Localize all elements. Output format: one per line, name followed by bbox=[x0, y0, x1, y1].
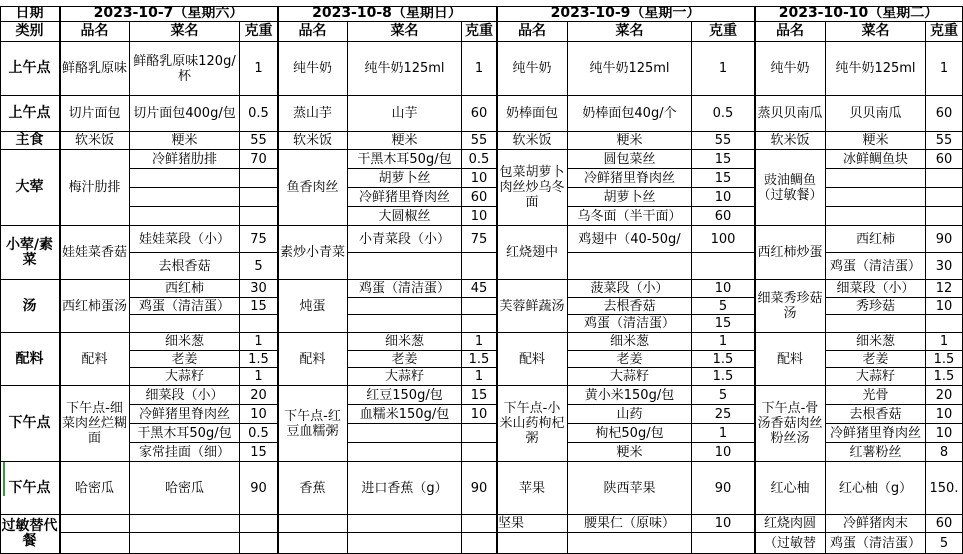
ingredient-cell[interactable]: 哈密瓜 bbox=[130, 462, 240, 515]
ingredient-cell[interactable]: 菠菜段（小） bbox=[568, 280, 692, 298]
ingredient-cell[interactable]: 西红柿 bbox=[130, 280, 240, 298]
ingredient-cell[interactable] bbox=[130, 188, 240, 207]
dish-name[interactable]: 配料 bbox=[278, 333, 348, 386]
ingredient-cell[interactable]: 娃娃菜段（小） bbox=[130, 226, 240, 253]
ingredient-cell[interactable]: 鸡蛋（清洁蛋） bbox=[348, 280, 462, 298]
dish-name[interactable]: 纯牛奶 bbox=[278, 42, 348, 96]
empty-cell[interactable] bbox=[278, 533, 348, 554]
ingredient-cell[interactable]: 纯牛奶125ml bbox=[568, 42, 692, 96]
dish-name[interactable]: 蒸山芋 bbox=[278, 96, 348, 132]
weight-cell[interactable]: 60 bbox=[462, 96, 497, 132]
weight-cell[interactable]: 55 bbox=[240, 132, 278, 150]
weight-cell[interactable]: 25 bbox=[692, 405, 755, 424]
weight-cell[interactable] bbox=[926, 315, 963, 333]
weight-cell[interactable]: 10 bbox=[926, 424, 963, 443]
ingredient-cell[interactable]: 大蒜籽 bbox=[348, 368, 462, 386]
item-header-day-1[interactable]: 品名 bbox=[60, 22, 130, 42]
dish-name[interactable]: 哈密瓜 bbox=[60, 462, 130, 515]
dish-name[interactable]: 西红柿炒蛋 bbox=[755, 226, 826, 280]
ingredient-cell[interactable]: 老姜 bbox=[130, 351, 240, 368]
ingredient-cell[interactable] bbox=[826, 207, 926, 226]
ingredient-cell[interactable]: 细菜段（小） bbox=[826, 280, 926, 298]
ingredient-cell[interactable]: 乌冬面（半干面） bbox=[568, 207, 692, 226]
dish-name[interactable]: 配料 bbox=[497, 333, 568, 386]
ingredient-cell[interactable] bbox=[826, 188, 926, 207]
weight-cell[interactable]: 60 bbox=[462, 188, 497, 207]
empty-cell[interactable] bbox=[240, 515, 278, 533]
weight-cell[interactable]: 1.5 bbox=[926, 368, 963, 386]
ingredient-cell[interactable]: 细菜段（小） bbox=[130, 386, 240, 405]
weight-cell[interactable] bbox=[926, 169, 963, 188]
dish-name[interactable]: 软米饭 bbox=[278, 132, 348, 150]
weight-cell[interactable]: 60 bbox=[926, 150, 963, 169]
date-header-day-1[interactable]: 2023-10-7（星期六） bbox=[60, 6, 278, 22]
ingredient-cell[interactable]: 腰果仁（原味） bbox=[568, 515, 692, 533]
date-header-day-4[interactable]: 2023-10-10（星期二） bbox=[755, 6, 963, 22]
ingredient-cell[interactable]: 大蒜籽 bbox=[130, 368, 240, 386]
category-header[interactable]: 类别 bbox=[0, 22, 60, 42]
ingredient-cell[interactable]: 枸杞50g/包 bbox=[568, 424, 692, 443]
dish-name[interactable]: 苹果 bbox=[497, 462, 568, 515]
ingredient-header-day-1[interactable]: 菜名 bbox=[130, 22, 240, 42]
ingredient-header-day-4[interactable]: 菜名 bbox=[826, 22, 926, 42]
ingredient-cell[interactable]: 冷鲜猪里脊肉丝 bbox=[826, 424, 926, 443]
weight-cell[interactable]: 5 bbox=[692, 298, 755, 315]
dish-name[interactable]: 软米饭 bbox=[497, 132, 568, 150]
ingredient-cell[interactable]: 粳米 bbox=[568, 132, 692, 150]
ingredient-cell[interactable]: 西红柿 bbox=[826, 226, 926, 253]
ingredient-cell[interactable]: 鲜酪乳原味120g/杯 bbox=[130, 42, 240, 96]
ingredient-cell[interactable] bbox=[348, 315, 462, 333]
ingredient-cell[interactable]: 奶棒面包40g/个 bbox=[568, 96, 692, 132]
dish-name[interactable]: 红烧翅中 bbox=[497, 226, 568, 280]
ingredient-cell[interactable]: 光骨 bbox=[826, 386, 926, 405]
dish-name[interactable]: 细菜秀珍菇汤 bbox=[755, 280, 826, 333]
ingredient-cell[interactable]: 去根香菇 bbox=[568, 298, 692, 315]
row-label-6[interactable]: 配料 bbox=[0, 333, 60, 386]
ingredient-cell[interactable]: 细米葱 bbox=[568, 333, 692, 351]
ingredient-cell[interactable]: 进口香蕉（g） bbox=[348, 462, 462, 515]
ingredient-cell[interactable]: 冷鲜猪里脊肉丝 bbox=[348, 188, 462, 207]
empty-cell[interactable] bbox=[60, 533, 130, 554]
ingredient-cell[interactable] bbox=[348, 253, 462, 280]
ingredient-cell[interactable]: 细米葱 bbox=[826, 333, 926, 351]
empty-cell[interactable] bbox=[497, 533, 568, 554]
date-label-cell[interactable]: 日期 bbox=[0, 6, 60, 22]
ingredient-cell[interactable]: 鸡蛋（清洁蛋） bbox=[826, 533, 926, 554]
ingredient-cell[interactable]: 冷鲜猪里脊肉丝 bbox=[568, 169, 692, 188]
ingredient-cell[interactable]: 黄小米150g/包 bbox=[568, 386, 692, 405]
empty-cell[interactable] bbox=[240, 533, 278, 554]
empty-cell[interactable] bbox=[348, 515, 462, 533]
ingredient-cell[interactable]: 鸡蛋（清洁蛋） bbox=[826, 253, 926, 280]
ingredient-cell[interactable]: 纯牛奶125ml bbox=[826, 42, 926, 96]
weight-cell[interactable]: 1 bbox=[926, 42, 963, 96]
weight-cell[interactable]: 10 bbox=[692, 280, 755, 298]
ingredient-cell[interactable]: 老姜 bbox=[826, 351, 926, 368]
item-header-day-3[interactable]: 品名 bbox=[497, 22, 568, 42]
row-selection-marker bbox=[3, 462, 5, 496]
empty-cell[interactable] bbox=[462, 533, 497, 554]
ingredient-cell[interactable]: 大蒜籽 bbox=[568, 368, 692, 386]
dish-name[interactable]: 配料 bbox=[60, 333, 130, 386]
weight-cell[interactable]: 45 bbox=[462, 280, 497, 298]
weight-cell[interactable]: 12 bbox=[926, 280, 963, 298]
weight-cell[interactable]: 1 bbox=[240, 368, 278, 386]
dish-name[interactable]: 蒸贝贝南瓜 bbox=[755, 96, 826, 132]
ingredient-cell[interactable]: 冷鲜猪肉末 bbox=[826, 515, 926, 533]
weight-cell[interactable]: 75 bbox=[240, 226, 278, 253]
weight-cell[interactable]: 70 bbox=[240, 150, 278, 169]
dish-name[interactable]: 下午点-红豆血糯粥 bbox=[278, 386, 348, 462]
ingredient-cell[interactable]: 切片面包400g/包 bbox=[130, 96, 240, 132]
weight-cell[interactable]: 1 bbox=[240, 333, 278, 351]
row-label-2[interactable]: 主食 bbox=[0, 132, 60, 150]
row-label-5[interactable]: 汤 bbox=[0, 280, 60, 333]
weight-cell[interactable]: 55 bbox=[926, 132, 963, 150]
ingredient-header-day-3[interactable]: 菜名 bbox=[568, 22, 692, 42]
ingredient-cell[interactable]: 去根香菇 bbox=[826, 405, 926, 424]
weight-cell[interactable]: 15 bbox=[692, 315, 755, 333]
weight-cell[interactable]: 60 bbox=[926, 515, 963, 533]
date-header-day-3[interactable]: 2023-10-9（星期一） bbox=[497, 6, 755, 22]
weight-cell[interactable]: 30 bbox=[240, 280, 278, 298]
dish-name[interactable]: 鱼香肉丝 bbox=[278, 150, 348, 226]
ingredient-cell[interactable] bbox=[130, 315, 240, 333]
weight-cell[interactable]: 20 bbox=[240, 386, 278, 405]
ingredient-cell[interactable]: 鸡蛋（清洁蛋） bbox=[568, 315, 692, 333]
empty-cell[interactable] bbox=[348, 533, 462, 554]
row-label-0[interactable]: 上午点 bbox=[0, 42, 60, 96]
ingredient-header-day-2[interactable]: 菜名 bbox=[348, 22, 462, 42]
ingredient-cell[interactable]: 秀珍菇 bbox=[826, 298, 926, 315]
dish-name[interactable]: 梅汁肋排 bbox=[60, 150, 130, 226]
weight-header-day-1[interactable]: 克重 bbox=[240, 22, 278, 42]
weight-cell[interactable]: 10 bbox=[692, 188, 755, 207]
ingredient-cell[interactable]: 鸡蛋（清洁蛋） bbox=[130, 298, 240, 315]
weight-cell[interactable] bbox=[462, 443, 497, 462]
row-label-3[interactable]: 大荤 bbox=[0, 150, 60, 226]
dish-name[interactable]: 素炒小青菜 bbox=[278, 226, 348, 280]
weight-cell[interactable]: 5 bbox=[692, 386, 755, 405]
ingredient-cell[interactable]: 家常挂面（细） bbox=[130, 443, 240, 462]
weight-cell[interactable]: 20 bbox=[926, 386, 963, 405]
ingredient-cell[interactable]: 胡萝卜丝 bbox=[348, 169, 462, 188]
dish-name[interactable]: 下午点-骨汤香菇肉丝粉丝汤 bbox=[755, 386, 826, 462]
row-label-8[interactable]: 下午点 bbox=[0, 462, 60, 515]
ingredient-cell[interactable]: 红豆150g/包 bbox=[348, 386, 462, 405]
weight-cell[interactable]: 1 bbox=[692, 42, 755, 96]
day-separator-line bbox=[59, 6, 61, 554]
dish-name[interactable]: 奶棒面包 bbox=[497, 96, 568, 132]
weight-cell[interactable]: 5 bbox=[926, 533, 963, 554]
weight-cell[interactable]: 0.5 bbox=[462, 150, 497, 169]
ingredient-cell[interactable]: 老姜 bbox=[348, 351, 462, 368]
ingredient-cell[interactable] bbox=[130, 207, 240, 226]
dish-name-note[interactable]: （过敏替 bbox=[755, 533, 826, 554]
ingredient-cell[interactable]: 大蒜籽 bbox=[826, 368, 926, 386]
dish-name[interactable]: 豉油鲷鱼（过敏餐） bbox=[755, 150, 826, 226]
weight-cell[interactable]: 1 bbox=[926, 333, 963, 351]
row-label-1[interactable]: 上午点 bbox=[0, 96, 60, 132]
row-label-allergy[interactable]: 过敏替代餐 bbox=[0, 515, 60, 554]
ingredient-cell[interactable] bbox=[130, 169, 240, 188]
weight-cell[interactable] bbox=[926, 207, 963, 226]
dish-name[interactable]: 坚果 bbox=[497, 515, 568, 533]
weight-cell[interactable]: 1 bbox=[462, 333, 497, 351]
weight-cell[interactable]: 15 bbox=[692, 169, 755, 188]
weight-cell[interactable]: 10 bbox=[692, 443, 755, 462]
weight-cell[interactable] bbox=[462, 298, 497, 315]
ingredient-cell[interactable]: 去根香菇 bbox=[130, 253, 240, 280]
empty-cell[interactable] bbox=[692, 533, 755, 554]
empty-cell[interactable] bbox=[60, 515, 130, 533]
weight-cell[interactable] bbox=[240, 315, 278, 333]
ingredient-cell[interactable]: 冷鲜猪肋排 bbox=[130, 150, 240, 169]
weight-header-day-2[interactable]: 克重 bbox=[462, 22, 497, 42]
ingredient-cell[interactable]: 圆包菜丝 bbox=[568, 150, 692, 169]
ingredient-cell[interactable] bbox=[348, 443, 462, 462]
item-header-day-2[interactable]: 品名 bbox=[278, 22, 348, 42]
row-label-7[interactable]: 下午点 bbox=[0, 386, 60, 462]
weight-cell[interactable]: 10 bbox=[926, 298, 963, 315]
ingredient-cell[interactable]: 冰鲜鲷鱼块 bbox=[826, 150, 926, 169]
dish-name[interactable]: 纯牛奶 bbox=[755, 42, 826, 96]
ingredient-cell[interactable] bbox=[826, 315, 926, 333]
weight-cell[interactable] bbox=[692, 253, 755, 280]
item-header-day-4[interactable]: 品名 bbox=[755, 22, 826, 42]
empty-cell[interactable] bbox=[462, 515, 497, 533]
weight-cell[interactable]: 75 bbox=[462, 226, 497, 253]
weight-cell[interactable]: 1 bbox=[240, 42, 278, 96]
dish-name[interactable]: 香蕉 bbox=[278, 462, 348, 515]
dish-name[interactable]: 炖蛋 bbox=[278, 280, 348, 333]
dish-name[interactable]: 红烧肉圆 bbox=[755, 515, 826, 533]
ingredient-cell[interactable]: 冷鲜猪里脊肉丝 bbox=[130, 405, 240, 424]
day-separator-line bbox=[754, 6, 756, 554]
weight-cell[interactable]: 10 bbox=[692, 515, 755, 533]
date-header-day-2[interactable]: 2023-10-8（星期日） bbox=[278, 6, 497, 22]
day-separator-line bbox=[277, 6, 279, 554]
weight-cell[interactable]: 0.5 bbox=[240, 424, 278, 443]
ingredient-cell[interactable]: 山药 bbox=[568, 405, 692, 424]
empty-cell[interactable] bbox=[568, 533, 692, 554]
weight-cell[interactable]: 1 bbox=[462, 42, 497, 96]
weight-cell[interactable] bbox=[462, 424, 497, 443]
weight-cell[interactable]: 60 bbox=[926, 96, 963, 132]
dish-name[interactable]: 包菜胡萝卜肉丝炒乌冬面 bbox=[497, 150, 568, 226]
top-edge bbox=[0, 0, 963, 6]
dish-name[interactable]: 红心柚 bbox=[755, 462, 826, 515]
ingredient-cell[interactable]: 干黑木耳50g/包 bbox=[130, 424, 240, 443]
weight-cell[interactable] bbox=[926, 188, 963, 207]
ingredient-cell[interactable] bbox=[826, 169, 926, 188]
weight-cell[interactable]: 5 bbox=[240, 253, 278, 280]
weight-cell[interactable]: 1.5 bbox=[240, 351, 278, 368]
ingredient-cell[interactable]: 粳米 bbox=[348, 132, 462, 150]
weight-cell[interactable]: 8 bbox=[926, 443, 963, 462]
weight-cell[interactable]: 60 bbox=[692, 207, 755, 226]
ingredient-cell[interactable]: 干黑木耳50g/包 bbox=[348, 150, 462, 169]
ingredient-cell[interactable]: 红薯粉丝 bbox=[826, 443, 926, 462]
ingredient-cell[interactable] bbox=[348, 298, 462, 315]
ingredient-cell[interactable]: 胡萝卜丝 bbox=[568, 188, 692, 207]
ingredient-cell[interactable]: 小青菜段（小） bbox=[348, 226, 462, 253]
ingredient-cell[interactable] bbox=[568, 253, 692, 280]
weight-cell[interactable]: 90 bbox=[926, 226, 963, 253]
weight-cell[interactable]: 1 bbox=[692, 424, 755, 443]
weight-cell[interactable]: 10 bbox=[462, 207, 497, 226]
weight-cell[interactable]: 10 bbox=[926, 405, 963, 424]
ingredient-cell[interactable]: 老姜 bbox=[568, 351, 692, 368]
weight-cell[interactable] bbox=[462, 253, 497, 280]
ingredient-cell[interactable]: 粳米 bbox=[130, 132, 240, 150]
weight-cell[interactable]: 1.5 bbox=[462, 351, 497, 368]
empty-cell[interactable] bbox=[130, 515, 240, 533]
weight-cell[interactable]: 15 bbox=[692, 150, 755, 169]
weight-cell[interactable]: 10 bbox=[462, 405, 497, 424]
weight-cell[interactable] bbox=[462, 315, 497, 333]
ingredient-cell[interactable]: 细米葱 bbox=[130, 333, 240, 351]
row-label-4[interactable]: 小荤/素菜 bbox=[0, 226, 60, 280]
dish-name[interactable]: 下午点-小米山药枸杞粥 bbox=[497, 386, 568, 462]
ingredient-cell[interactable]: 血糯米150g/包 bbox=[348, 405, 462, 424]
weight-cell[interactable]: 10 bbox=[462, 169, 497, 188]
weight-cell[interactable]: 90 bbox=[240, 462, 278, 515]
weight-cell[interactable]: 1.5 bbox=[692, 368, 755, 386]
weight-cell[interactable] bbox=[240, 169, 278, 188]
ingredient-cell[interactable]: 陕西苹果 bbox=[568, 462, 692, 515]
dish-name[interactable]: 芙蓉鲜蔬汤 bbox=[497, 280, 568, 333]
dish-name[interactable]: 切片面包 bbox=[60, 96, 130, 132]
ingredient-cell[interactable]: 纯牛奶125ml bbox=[348, 42, 462, 96]
dish-name[interactable]: 软米饭 bbox=[60, 132, 130, 150]
ingredient-cell[interactable]: 粳米 bbox=[826, 132, 926, 150]
weight-cell[interactable]: 55 bbox=[692, 132, 755, 150]
weight-cell[interactable]: 90 bbox=[462, 462, 497, 515]
ingredient-cell[interactable]: 粳米 bbox=[568, 443, 692, 462]
weight-cell[interactable]: 0.5 bbox=[692, 96, 755, 132]
weight-header-day-3[interactable]: 克重 bbox=[692, 22, 755, 42]
dish-name[interactable]: 下午点-细菜肉丝烂糊面 bbox=[60, 386, 130, 462]
weight-cell[interactable]: 10 bbox=[240, 405, 278, 424]
weight-cell[interactable]: 0.5 bbox=[240, 96, 278, 132]
ingredient-cell[interactable]: 细米葱 bbox=[348, 333, 462, 351]
weight-cell[interactable]: 1.5 bbox=[692, 351, 755, 368]
weight-cell[interactable]: 1 bbox=[462, 368, 497, 386]
ingredient-cell[interactable]: 鸡翅中（40-50g/ bbox=[568, 226, 692, 253]
dish-name[interactable]: 娃娃菜香菇 bbox=[60, 226, 130, 280]
ingredient-cell[interactable]: 贝贝南瓜 bbox=[826, 96, 926, 132]
dish-name[interactable]: 纯牛奶 bbox=[497, 42, 568, 96]
weight-cell[interactable]: 1 bbox=[692, 333, 755, 351]
ingredient-cell[interactable]: 红心柚（g） bbox=[826, 462, 926, 515]
weight-cell[interactable]: 15 bbox=[462, 386, 497, 405]
weight-cell[interactable]: 1.5 bbox=[926, 351, 963, 368]
day-separator-line bbox=[496, 6, 498, 554]
dish-name[interactable]: 配料 bbox=[755, 333, 826, 386]
weight-cell[interactable]: 15 bbox=[240, 443, 278, 462]
dish-name[interactable]: 西红柿蛋汤 bbox=[60, 280, 130, 333]
dish-name[interactable]: 鲜酪乳原味 bbox=[60, 42, 130, 96]
weight-cell[interactable]: 150. bbox=[926, 462, 963, 515]
weight-cell[interactable]: 15 bbox=[240, 298, 278, 315]
weight-cell[interactable]: 90 bbox=[692, 462, 755, 515]
ingredient-cell[interactable] bbox=[348, 424, 462, 443]
weight-cell[interactable] bbox=[240, 207, 278, 226]
dish-name[interactable]: 软米饭 bbox=[755, 132, 826, 150]
weight-cell[interactable]: 55 bbox=[462, 132, 497, 150]
weight-header-day-4[interactable]: 克重 bbox=[926, 22, 963, 42]
empty-cell[interactable] bbox=[278, 515, 348, 533]
empty-cell[interactable] bbox=[130, 533, 240, 554]
weight-cell[interactable] bbox=[240, 188, 278, 207]
ingredient-cell[interactable]: 山芋 bbox=[348, 96, 462, 132]
weight-cell[interactable]: 30 bbox=[926, 253, 963, 280]
weight-cell[interactable]: 100 bbox=[692, 226, 755, 253]
ingredient-cell[interactable]: 大圆椒丝 bbox=[348, 207, 462, 226]
